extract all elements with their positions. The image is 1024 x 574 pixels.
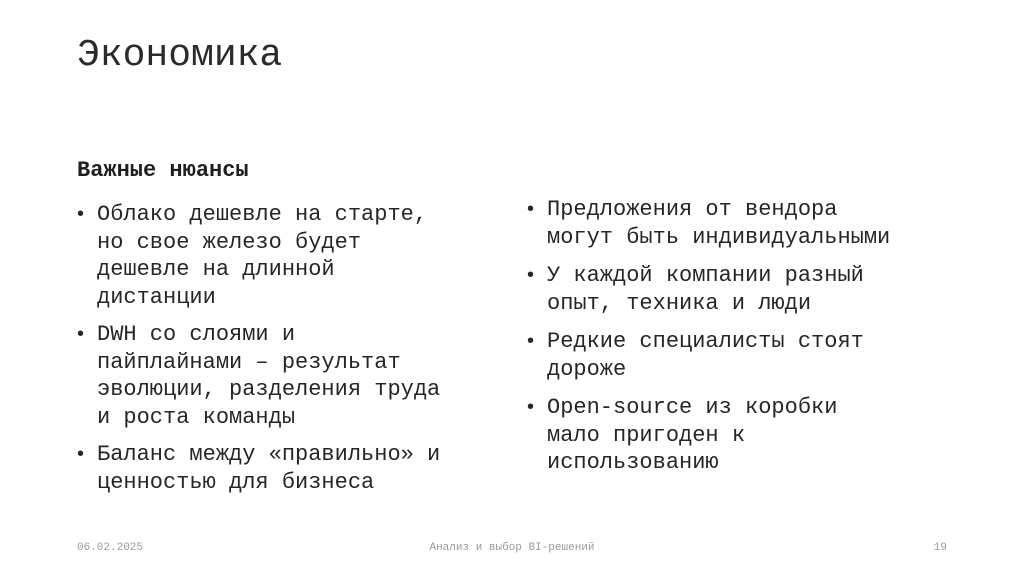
list-item bbox=[527, 196, 967, 251]
list-item bbox=[77, 441, 517, 496]
footer-date: 06.02.2025 bbox=[77, 542, 144, 554]
list-item bbox=[77, 321, 517, 431]
list-item bbox=[527, 328, 967, 383]
bullet-text: Редкие специалисты стоят дороже bbox=[547, 329, 864, 382]
bullet-text: Облако дешевле на старте, но свое железо будет дешевле на длинной дистанции bbox=[97, 202, 428, 310]
bullet-text: Баланс между «правильно» и ценностью для бизнеса bbox=[97, 442, 441, 495]
bullet-text: Предложения от вендора могут быть индивидуальными bbox=[547, 197, 891, 250]
right-bullet-list bbox=[527, 196, 967, 477]
slide-title: Экономика bbox=[77, 34, 283, 77]
list-item bbox=[77, 201, 517, 311]
bullet-text: DWH со слоями и пайплайнами – результат эволюции, разделения труда и роста команды bbox=[97, 322, 441, 430]
bullet-text: Open-source из коробки мало пригоден к использованию bbox=[547, 395, 838, 475]
bullet-text: У каждой компании разный опыт, техника и люди bbox=[547, 263, 864, 316]
section-subtitle: Важные нюансы bbox=[77, 158, 249, 183]
list-item bbox=[527, 262, 967, 317]
list-item bbox=[527, 394, 967, 477]
footer-presentation-title: Анализ и выбор BI-решений bbox=[429, 542, 595, 554]
footer-page-number: 19 bbox=[933, 542, 947, 554]
left-bullet-list bbox=[77, 201, 517, 496]
